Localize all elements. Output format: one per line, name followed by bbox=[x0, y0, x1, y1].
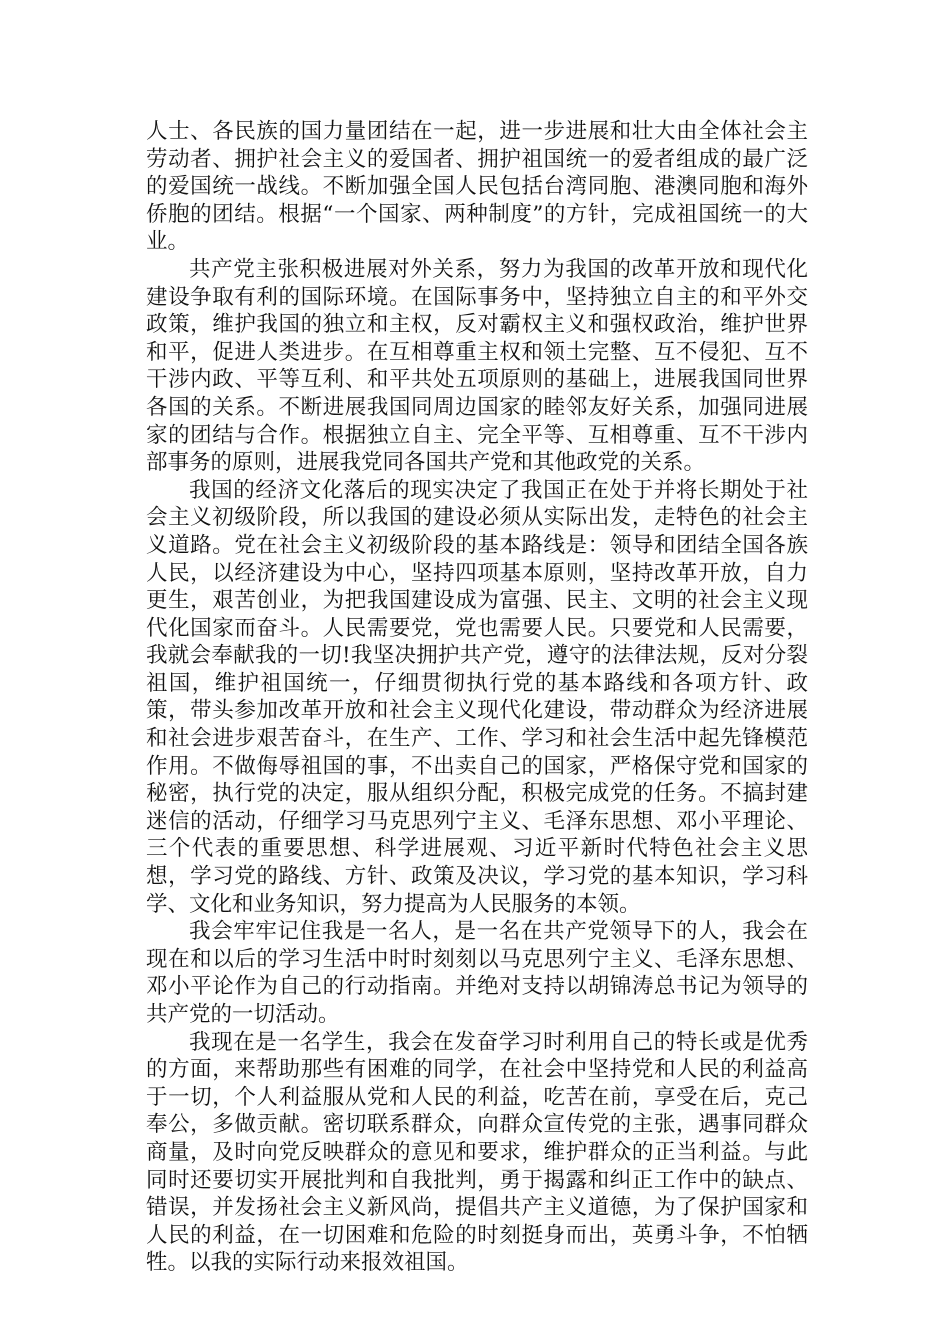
document-page bbox=[146, 118, 808, 1277]
paragraph-4: 我会牢牢记住我是一名人，是一名在共产党领导下的人，我会在现在和以后的学习生活中时时刻刻以马克思列宁主义、毛泽东思想、邓小平论作为自己的行动指南。并绝对支持以胡锦涛总书记为领导的共产党的一切活动。 bbox=[146, 919, 808, 1027]
paragraph-5: 我现在是一名学生，我会在发奋学习时利用自己的特长或是优秀的方面，来帮助那些有困难的同学，在社会中坚持党和人民的利益高于一切，个人利益服从党和人民的利益，吃苦在前，享受在后，克己奉公，多做贡献。密切联系群众，向群众宣传党的主张，遇事同群众商量，及时向党反映群众的意见和要求，维护群众的正当利益。与此同时还要切实开展批判和自我批判，勇于揭露和纠正工作中的缺点、错误，并发扬社会主义新风尚，提倡共产主义道德，为了保护国家和人民的利益，在一切困难和危险的时刻挺身而出，英勇斗争，不怕牺牲。以我的实际行动来报效祖国。 bbox=[146, 1029, 808, 1276]
paragraph-3: 我国的经济文化落后的现实决定了我国正在处于并将长期处于社会主义初级阶段，所以我国的建设必须从实际出发，走特色的社会主义道路。党在社会主义初级阶段的基本路线是：领导和团结全国各族人民，以经济建设为中心，坚持四项基本原则，坚持改革开放，自力更生，艰苦创业，为把我国建设成为富强、民主、文明的社会主义现代化国家而奋斗。人民需要党，党也需要人民。只要党和人民需要，我就会奉献我的一切!我坚决拥护共产党，遵守的法律法规，反对分裂祖国，维护祖国统一，仔细贯彻执行党的基本路线和各项方针、政策，带头参加改革开放和社会主义现代化建设，带动群众为经济进展和社会进步艰苦奋斗，在生产、工作、学习和社会生活中起先锋模范作用。不做侮辱祖国的事，不出卖自己的国家，严格保守党和国家的秘密，执行党的决定，服从组织分配，积极完成党的任务。不搞封建迷信的活动，仔细学习马克思列宁主义、毛泽东思想、邓小平理论、三个代表的重要思想、科学进展观、习近平新时代特色社会主义思想，学习党的路线、方针、政策及决议，学习党的基本知识，学习科学、文化和业务知识，努力提高为人民服务的本领。 bbox=[146, 477, 808, 917]
paragraph-2: 共产党主张积极进展对外关系，努力为我国的改革开放和现代化建设争取有利的国际环境。在国际事务中，坚持独立自主的和平外交政策，维护我国的独立和主权，反对霸权主义和强权政治，维护世界和平，促进人类进步。在互相尊重主权和领土完整、互不侵犯、互不干涉内政、平等互利、和平共处五项原则的基础上，进展我国同世界各国的关系。不断进展我国同周边国家的睦邻友好关系，加强同进展家的团结与合作。根据独立自主、完全平等、互相尊重、互不干涉内部事务的原则，进展我党同各国共产党和其他政党的关系。 bbox=[146, 256, 808, 476]
paragraph-1: 人士、各民族的国力量团结在一起，进一步进展和壮大由全体社会主劳动者、拥护社会主义的爱国者、拥护祖国统一的爱者组成的最广泛的爱国统一战线。不断加强全国人民包括台湾同胞、港澳同胞和海外侨胞的团结。根据“一个国家、两种制度”的方针，完成祖国统一的大业。 bbox=[146, 119, 808, 255]
